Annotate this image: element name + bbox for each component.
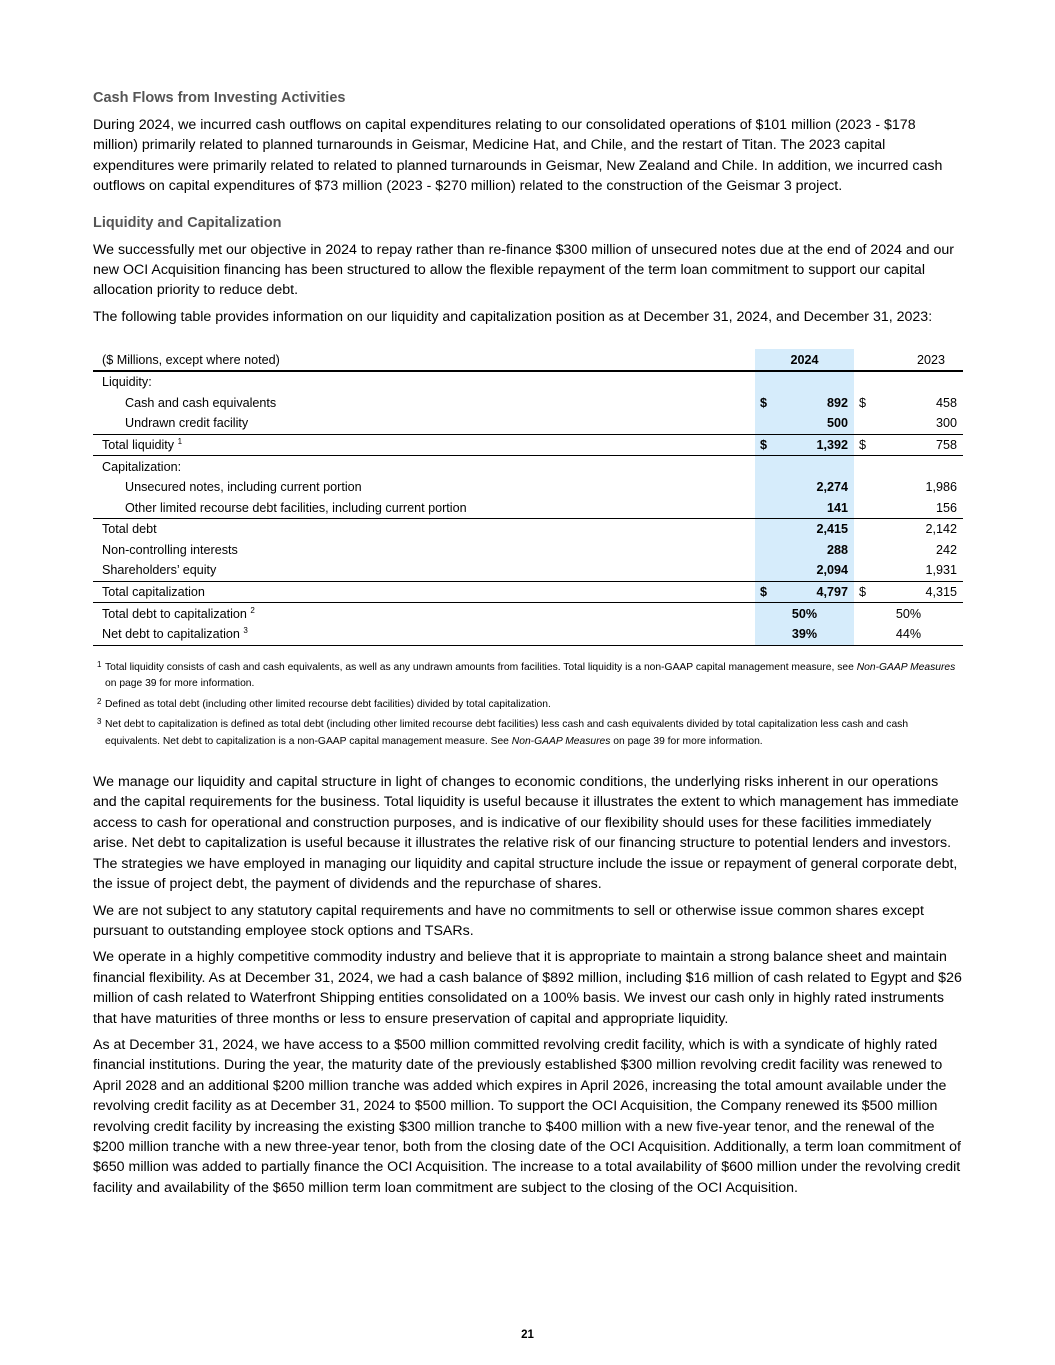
liquidity-paragraph-2: The following table provides information on our liquidity and capitalization position as at December 31, 2024, and December 31, 2023: — [93, 308, 933, 325]
row-label-total-debt: Total debt — [102, 522, 157, 537]
totcap-2024-value: 4,797 — [775, 581, 854, 603]
footnote-ref-3: 3 — [243, 626, 248, 636]
totliq-2024-value: 1,392 — [775, 434, 854, 456]
credit-2023-value: 300 — [935, 416, 957, 431]
table-row — [93, 540, 963, 561]
liquidity-paragraph-1: We successfully met our objective in 2024 to repay rather than re-finance $300 million of unsecured notes due at the end of 2024 and our new OCI Acquisition financing has been structured to allow the flexible repayment of the term loan commitment to support our capital allocation priority to reduce debt. — [93, 241, 954, 299]
dtc-2024-value: 50% — [755, 603, 854, 624]
table-row — [93, 434, 963, 456]
totliq-2023-value: 758 — [874, 434, 963, 456]
table-row — [93, 603, 963, 624]
ndtc-2024-value: 39% — [755, 624, 854, 645]
cash-2023-value: 458 — [935, 395, 957, 410]
footnote-ref-1: 1 — [177, 436, 183, 446]
footnote-ref-2: 2 — [250, 605, 255, 615]
nci-2024-value: 288 — [775, 540, 854, 561]
row-label-credit: Undrawn credit facility — [125, 416, 249, 431]
other-2024-value: 141 — [775, 497, 854, 518]
table-header-row — [93, 349, 963, 371]
ndtc-2023-value: 44% — [854, 624, 963, 645]
equity-2024-value: 2,094 — [775, 560, 854, 581]
cash-2024-value: 892 — [775, 392, 854, 413]
footnotes — [93, 660, 963, 751]
row-label-total-capitalization: Total capitalization — [93, 581, 755, 603]
table-row — [93, 477, 963, 498]
table-row — [93, 560, 963, 581]
dtc-2023-value: 50% — [895, 606, 922, 621]
row-label-equity: Shareholders’ equity — [93, 560, 755, 581]
footnote-2: 2 Defined as total debt (including other limited recourse debt facilities) divided by total capitalization. — [97, 696, 551, 710]
table-row — [93, 497, 963, 518]
table-row — [93, 624, 963, 645]
footnote-1: 1 Total liquidity consists of cash and cash equivalents, as well as any undrawn amounts from facilities. Total liquidity is a non-GAAP capital management measure, see Non-GAAP Measures on page 39 for more information. — [97, 659, 956, 690]
body-paragraph-3: We operate in a highly competitive commodity industry and believe that it is appropriate to maintain a strong balance sheet and maintain financial flexibility. As at December 31, 2024, we had a cash balance of $892 million, including $16 million of cash related to Egypt and $26 million of cash related to Waterfront Shipping entities consolidated on a 100% basis. We invest our cash only in highly rated instruments that have maturities of three months or less to ensure preservation of capital and appropriate liquidity. — [93, 949, 962, 1027]
table-row — [93, 392, 963, 413]
table-row — [93, 371, 963, 393]
cash-2024-currency: $ — [755, 392, 775, 413]
body-paragraph-1: We manage our liquidity and capital structure in light of changes to economic conditions, the underlying risks inherent in our operations and the capital requirements for the business. Total liquidity is useful because it illustrates the extent to which management has immediate access to cash for operational and construction purposes, and is indicative of our flexibility should uses for these facilities immediately arise. Net debt to capitalization is useful because it illustrates the relative risk of our financing structure to potential lenders and investors. The strategies we have employed in managing our liquidity and capital structure include the issue or repayment of general corporate debt, the issue of project debt, the payment of dividends and the repurchase of shares. — [93, 774, 959, 893]
totliq-2023-currency: $ — [854, 434, 874, 456]
equity-2023-value: 1,931 — [874, 560, 963, 581]
footnote-3: 3 Net debt to capitalization is defined as total debt (including other limited recourse debt facilities) less cash and cash equivalents divided by total capitalization less cash and cash equivalents. Net debt to capitalization is a non-GAAP capital management measure. See Non-GAAP Measures on page 39 for more information. — [97, 717, 909, 747]
body-paragraph-2: We are not subject to any statutory capital requirements and have no commitments to sell or otherwise issue common shares except pursuant to outstanding employee stock options and TSARs. — [93, 902, 924, 939]
notes-2023-value: 1,986 — [925, 480, 957, 495]
table-row — [93, 413, 963, 434]
row-label-net-debt-to-cap: Net debt to capitalization $^3$ — [93, 624, 755, 645]
row-label-total-liquidity: Total liquidity $^1$ — [93, 434, 755, 456]
totdebt-2023-value: 2,142 — [925, 522, 957, 537]
investing-heading: Cash Flows from Investing Activities — [93, 90, 346, 106]
row-label-capitalization: Capitalization: — [102, 459, 182, 474]
body-text — [93, 772, 963, 1198]
totcap-2024-currency: $ — [755, 581, 775, 603]
totdebt-2024-value: 2,415 — [775, 519, 854, 540]
cash-2023-currency: $ — [859, 395, 867, 410]
other-2023-value: 156 — [874, 497, 963, 518]
totcap-2023-currency: $ — [854, 581, 874, 603]
row-label-cash: Cash and cash equivalents — [125, 395, 277, 410]
liquidity-heading: Liquidity and Capitalization — [93, 214, 282, 231]
totliq-2024-currency: $ — [755, 434, 775, 456]
row-label-liquidity: Liquidity: — [102, 375, 152, 390]
column-header-2024: 2024 — [755, 349, 854, 371]
totcap-2023-value: 4,315 — [874, 581, 963, 603]
page-number: 21 — [521, 1329, 534, 1341]
investing-paragraph: During 2024, we incurred cash outflows on capital expenditures relating to our consolidated operations of $101 million (2023 - $178 million) primarily related to planned turnarounds in Geismar, Medicine Hat, and Chile, and the restart of Titan. The 2023 capital expenditures were primarily related to related to planned turnarounds in Geismar, New Zealand and Chile. In addition, we incurred cash outflows on capital expenditures of $73 million (2023 - $270 million) related to the construction of the Geismar 3 project. — [93, 117, 943, 195]
nci-2023-value: 242 — [935, 542, 957, 557]
table-caption: ($ Millions, except where noted) — [93, 349, 755, 371]
body-paragraph-4: As at December 31, 2024, we have access to a $500 million committed revolving credit facility, which is with a syndicate of highly rated financial institutions. During the year, the maturity date of the previously established $300 million revolving credit facility was renewed to April 2028 and an additional $200 million tranche was added which expires in April 2026, increasing the total amount available under the revolving credit facility as at December 31, 2024 to $500 million. To support the OCI Acquisition, the Company renewed its $500 million revolving credit facility by increasing the existing $300 million tranche to $400 million with a new five-year tenor, and the renewal of the $200 million tranche with a new three-year tenor, both from the closing date of the OCI Acquisition. Additionally, a term loan commitment of $650 million was added to partially finance the OCI Acquisition. The increase to a total availability of $600 million under the revolving credit facility and availability of the $650 million term loan commitment are subject to the closing of the OCI Acquisition. — [93, 1036, 961, 1196]
row-label-nci: Non-controlling interests — [102, 542, 238, 557]
table-row — [93, 456, 963, 477]
credit-2024-value: 500 — [775, 413, 854, 434]
row-label-debt-to-cap: Total debt to capitalization $^2$ — [102, 605, 255, 621]
page-content — [93, 88, 963, 1204]
table-row — [93, 519, 963, 540]
column-header-2023: 2023 — [854, 349, 963, 371]
notes-2024-value: 2,274 — [775, 477, 854, 498]
row-label-unsecured-notes: Unsecured notes, including current portion — [125, 480, 362, 495]
liquidity-capitalization-table — [93, 349, 963, 645]
row-label-other-debt: Other limited recourse debt facilities, including current portion — [93, 497, 755, 518]
table-row — [93, 581, 963, 603]
